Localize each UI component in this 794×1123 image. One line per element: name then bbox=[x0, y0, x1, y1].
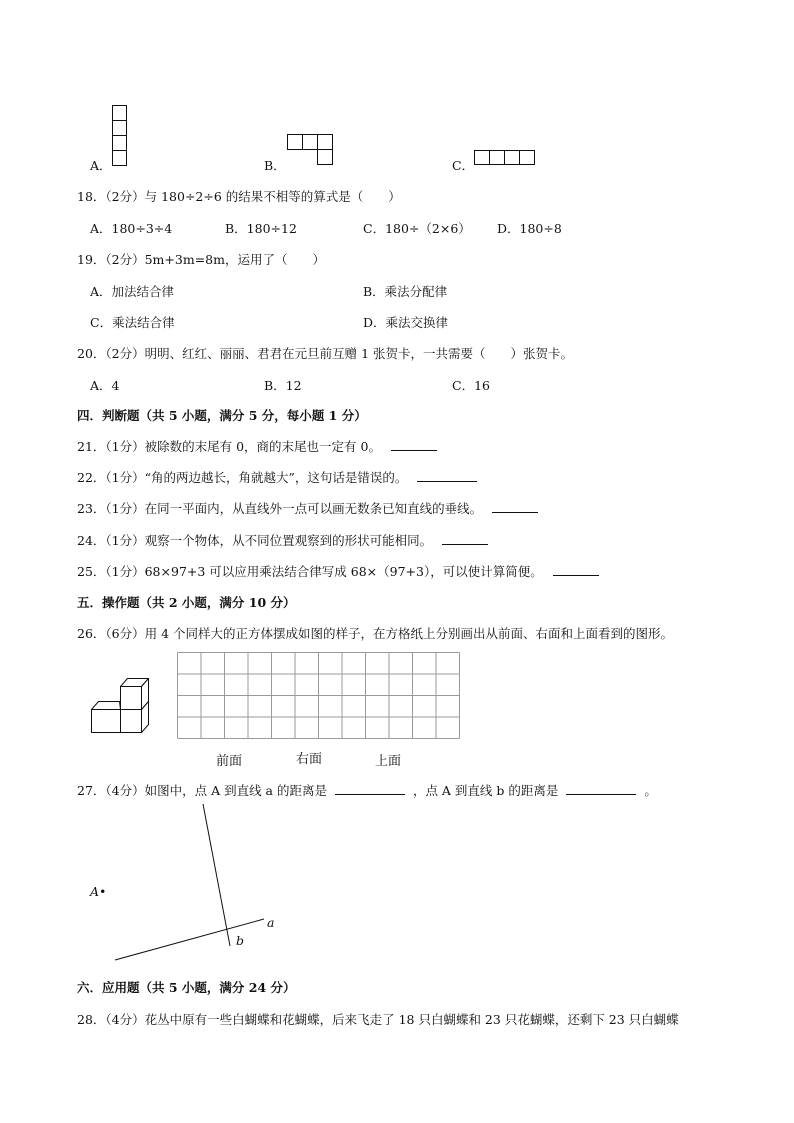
question-stem: 18．（2分）与 180÷2÷6 的结果不相等的算式是（ ） bbox=[77, 189, 401, 204]
point-a-label: A• bbox=[90, 884, 107, 899]
line-a-label: a bbox=[267, 915, 275, 930]
question-28: 28．（4分）花丛中原有一些白蝴蝶和花蝴蝶，后来飞走了 18 只白蝴蝶和 23 只花蝴蝶，还剩下 23 只白蝴蝶 bbox=[77, 1012, 679, 1027]
option-a: A．4 bbox=[90, 378, 120, 393]
option-a: A．180÷3÷4 bbox=[90, 221, 173, 236]
question-stem: 22．（1分）“角的两边越长，角就越大”，这句话是错误的。 bbox=[77, 470, 408, 485]
section-heading-operation: 五．操作题（共 2 小题，满分 10 分） bbox=[77, 595, 296, 610]
label-top: 上面 bbox=[375, 754, 402, 769]
option-c: C．乘法结合律 bbox=[90, 315, 175, 330]
question-stem: 27．（4分）如图中，点 A 到直线 a 的距离是 ，点 A 到直线 b 的距离是 。 bbox=[77, 783, 657, 798]
option-c: C．180÷（2×6） bbox=[363, 221, 471, 236]
line-b-label: b bbox=[236, 933, 245, 948]
option-a: A．加法结合律 bbox=[90, 284, 175, 299]
option-b: B．乘法分配律 bbox=[363, 284, 448, 299]
option-b: B．180÷12 bbox=[225, 221, 297, 236]
q17-option-b: B． bbox=[264, 158, 286, 173]
q17-option-a: A． bbox=[90, 158, 112, 173]
option-d: D．乘法交换律 bbox=[363, 315, 449, 330]
section-heading-application: 六．应用题（共 5 小题，满分 24 分） bbox=[77, 980, 296, 995]
question-stem: 26．（6分）用 4 个同样大的正方体摆成如图的样子，在方格纸上分别画出从前面、右面和上面看到的图形。 bbox=[77, 626, 674, 641]
option-c: C．16 bbox=[452, 378, 490, 393]
question-stem: 21．（1分）被除数的末尾有 0，商的末尾也一定有 0。 bbox=[77, 439, 381, 454]
option-b: B．12 bbox=[264, 378, 302, 393]
question-stem: 23．（1分）在同一平面内，从直线外一点可以画无数条已知直线的垂线。 bbox=[77, 501, 483, 516]
question-stem: 19．（2分）5m+3m=8m，运用了（ ） bbox=[77, 252, 325, 267]
q17-option-c: C． bbox=[452, 158, 475, 173]
question-stem: 24．（1分）观察一个物体，从不同位置观察到的形状可能相同。 bbox=[77, 533, 433, 548]
question-stem: 25．（1分）68×97+3 可以应用乘法结合律写成 68×（97+3），可以使计算简便。 bbox=[77, 564, 543, 579]
label-right: 右面 bbox=[296, 752, 323, 767]
section-heading-judgement: 四．判断题（共 5 小题，满分 5 分，每小题 1 分） bbox=[77, 408, 367, 423]
option-d: D．180÷8 bbox=[497, 221, 562, 236]
question-stem: 20．（2分）明明、红红、丽丽、君君在元旦前互赠 1 张贺卡，一共需要（ ）张贺卡。 bbox=[77, 346, 574, 361]
label-front: 前面 bbox=[216, 754, 243, 769]
